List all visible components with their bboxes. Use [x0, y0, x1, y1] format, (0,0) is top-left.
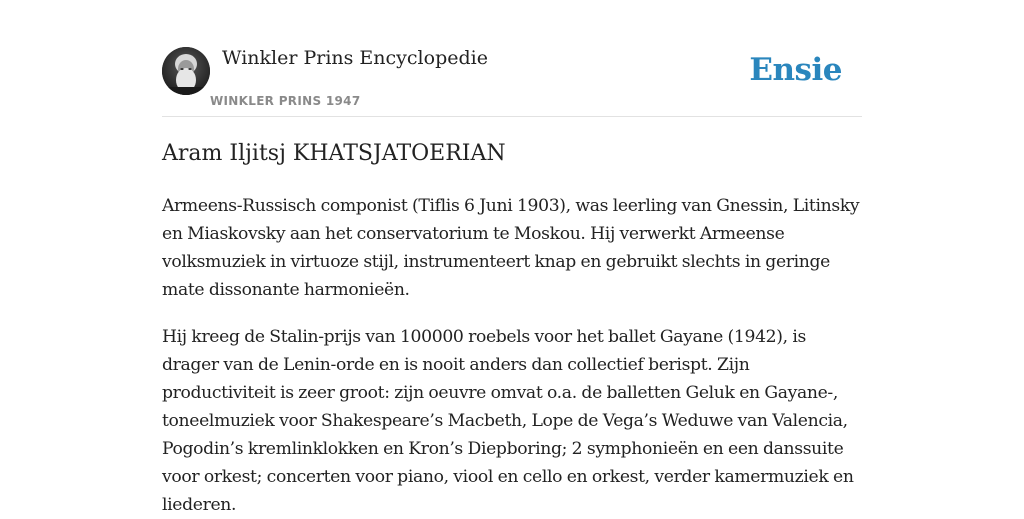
- article-title: Aram Iljitsj KHATSJATOERIAN: [162, 141, 506, 166]
- author-avatar[interactable]: [162, 47, 210, 95]
- source-subtitle: WINKLER PRINS 1947: [210, 94, 361, 108]
- source-header: [162, 0, 862, 117]
- page: [162, 0, 862, 515]
- article-paragraph-2: Hij kreeg de Stalin-prijs van 100000 roebels voor het ballet Gayane (1942), is drager van de Lenin-orde en is nooit anders dan collectief berispt. Zijn productiviteit is zeer groot: zijn oeuvre omvat o.a. de balletten Geluk en Gayane-, toneelmuziek voor Shakespeare’s Macbeth, Lope de Vega’s Weduwe van Valencia, Pogodin’s kremlinklokken en Kron’s Diepboring; 2 symphonieën en een danssuite voor orkest; concerten voor piano, viool en cello en orkest, verder kamermuziek en liederen.: [162, 327, 854, 515]
- article-paragraph-1: Armeens-Russisch componist (Tiflis 6 Juni 1903), was leerling van Gnessin, Litinsky en Miaskovsky aan het conservatorium te Moskou. Hij verwerkt Armeense volksmuziek in virtuoze stijl, instrumenteert knap en gebruikt slechts in geringe mate dissonante harmonieën.: [162, 196, 860, 300]
- ensie-logo-link[interactable]: Ensie: [749, 52, 842, 88]
- portrait-icon: [162, 47, 210, 95]
- source-title[interactable]: Winkler Prins Encyclopedie: [222, 47, 488, 69]
